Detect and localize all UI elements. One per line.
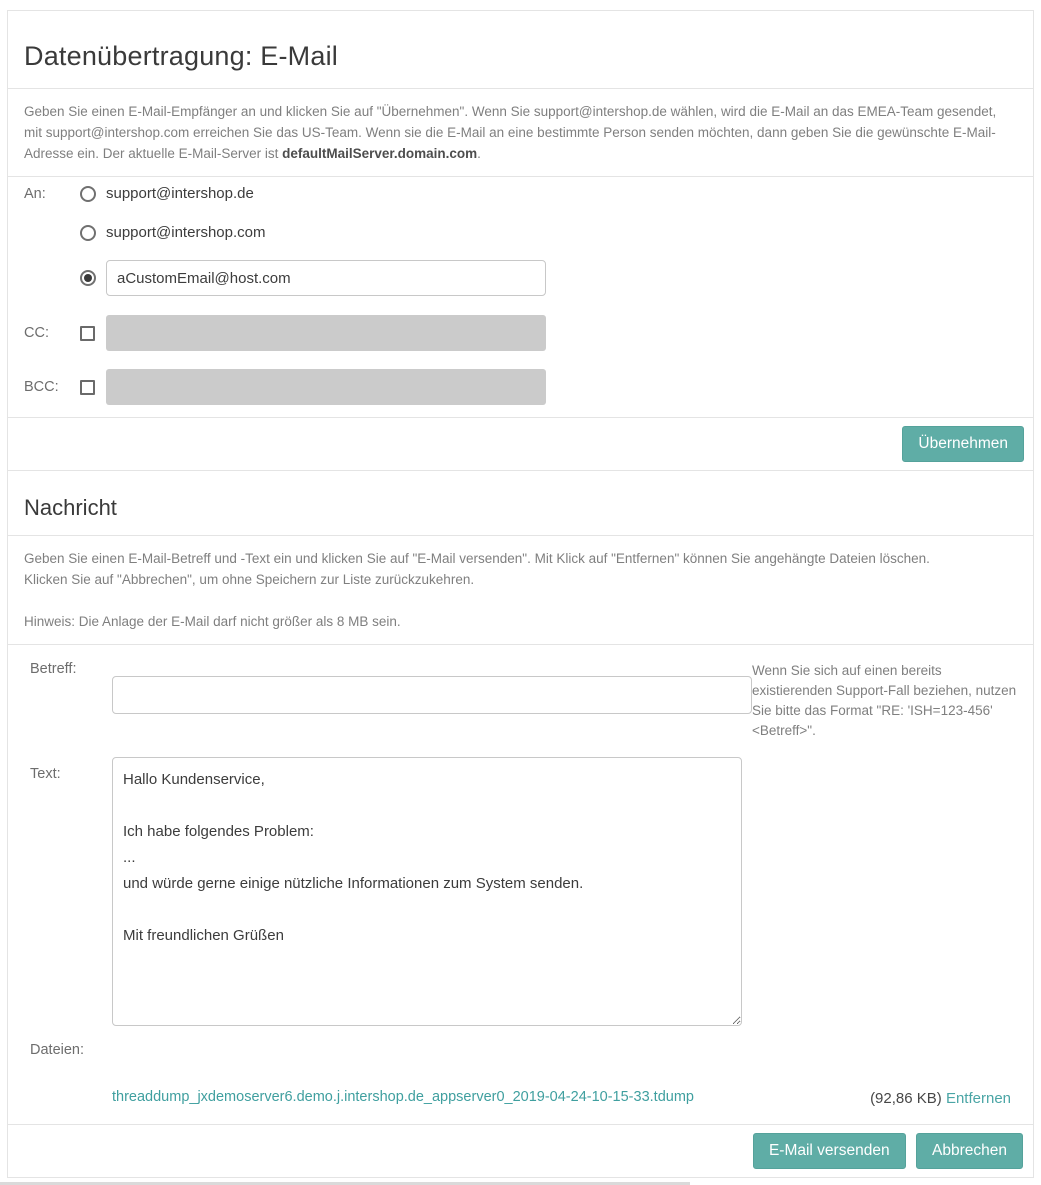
cc-input xyxy=(106,315,546,351)
radio-col xyxy=(80,260,106,291)
body-textarea[interactable] xyxy=(112,757,742,1026)
attachment-item xyxy=(112,1086,752,1108)
bcc-row xyxy=(24,369,1017,405)
transfer-description-text: Geben Sie einen E-Mail-Empfänger an und klicken Sie auf "Übernehmen". Wenn Sie support@intershop.de wählen, wird die E-Mail an das EMEA-Team gesendet, mit support@intershop.com erreichen Sie das US-Team. Wenn sie die E-Mail an eine bestimmte Person senden möchten, dann geben Sie die gewünschte E-Mail-Adresse ein. Der aktuelle E-Mail-Server ist xyxy=(24,104,997,161)
recipient-option-intershop-com[interactable]: support@intershop.com xyxy=(106,224,266,241)
message-description xyxy=(8,536,1033,645)
apply-button[interactable]: Übernehmen xyxy=(902,426,1024,462)
cc-label: CC: xyxy=(24,325,49,341)
custom-email-input[interactable] xyxy=(106,260,546,296)
transfer-description-period: . xyxy=(477,146,481,161)
remove-attachment-link[interactable]: Entfernen xyxy=(945,1090,1011,1107)
files-row xyxy=(24,1040,1017,1124)
body-row xyxy=(24,757,1017,1026)
message-heading: Nachricht xyxy=(24,495,117,520)
cancel-button[interactable]: Abbrechen xyxy=(916,1133,1023,1169)
radio-col xyxy=(80,185,106,207)
send-email-button[interactable]: E-Mail versenden xyxy=(753,1133,906,1169)
apply-row xyxy=(8,418,1033,471)
transfer-description xyxy=(8,89,1033,177)
radio-col xyxy=(80,224,106,246)
files-label: Dateien: xyxy=(30,1042,85,1058)
attachment-size-col xyxy=(870,1090,1017,1107)
an-label: An: xyxy=(24,186,46,202)
recipient-radio-intershop-com[interactable] xyxy=(80,225,96,241)
transfer-header xyxy=(8,11,1033,89)
attachment-size: (92,86 KB) xyxy=(870,1090,942,1107)
message-header xyxy=(8,471,1033,536)
page-title: Datenübertragung: E-Mail xyxy=(24,41,338,71)
message-description-line2: Klicken Sie auf "Abbrechen", um ohne Speichern zur Liste zurückzukehren. xyxy=(24,572,475,587)
bcc-checkbox[interactable] xyxy=(80,380,95,395)
recipient-row-1 xyxy=(24,185,1017,207)
recipient-row-2 xyxy=(24,224,1017,246)
bcc-input xyxy=(106,369,546,405)
recipient-radio-intershop-de[interactable] xyxy=(80,186,96,202)
checkbox-col xyxy=(80,369,106,400)
attachment-size-hint: Hinweis: Die Anlage der E-Mail darf nicht größer als 8 MB sein. xyxy=(24,614,401,629)
subject-format-note: Wenn Sie sich auf einen bereits existierenden Support-Fall beziehen, nutzen Sie bitte das Format "RE: 'ISH=123-456' <Betreff>". xyxy=(752,663,1017,738)
bcc-label: BCC: xyxy=(24,379,59,395)
subject-label: Betreff: xyxy=(30,661,77,677)
subject-row xyxy=(24,659,1017,741)
recipient-form xyxy=(8,177,1033,418)
footer-actions xyxy=(8,1125,1033,1177)
message-form xyxy=(8,645,1033,1125)
recipient-row-custom xyxy=(24,260,1017,296)
attachment-link[interactable]: threaddump_jxdemoserver6.demo.j.intershop.de_appserver0_2019-04-24-10-15-33.tdump xyxy=(112,1089,694,1105)
message-description-line1: Geben Sie einen E-Mail-Betreff und -Text ein und klicken Sie auf "E-Mail versenden". Mit Klick auf "Entfernen" können Sie angehängte Dateien löschen. xyxy=(24,551,930,566)
subject-input[interactable] xyxy=(112,676,752,714)
page xyxy=(0,10,1041,1159)
mail-server-name: defaultMailServer.domain.com xyxy=(282,146,478,161)
cc-checkbox[interactable] xyxy=(80,326,95,341)
email-transfer-panel xyxy=(7,10,1034,1178)
recipient-radio-custom[interactable] xyxy=(80,270,96,286)
recipient-option-intershop-de[interactable]: support@intershop.de xyxy=(106,185,254,202)
checkbox-col xyxy=(80,315,106,346)
cc-row xyxy=(24,315,1017,351)
body-label: Text: xyxy=(30,766,61,782)
